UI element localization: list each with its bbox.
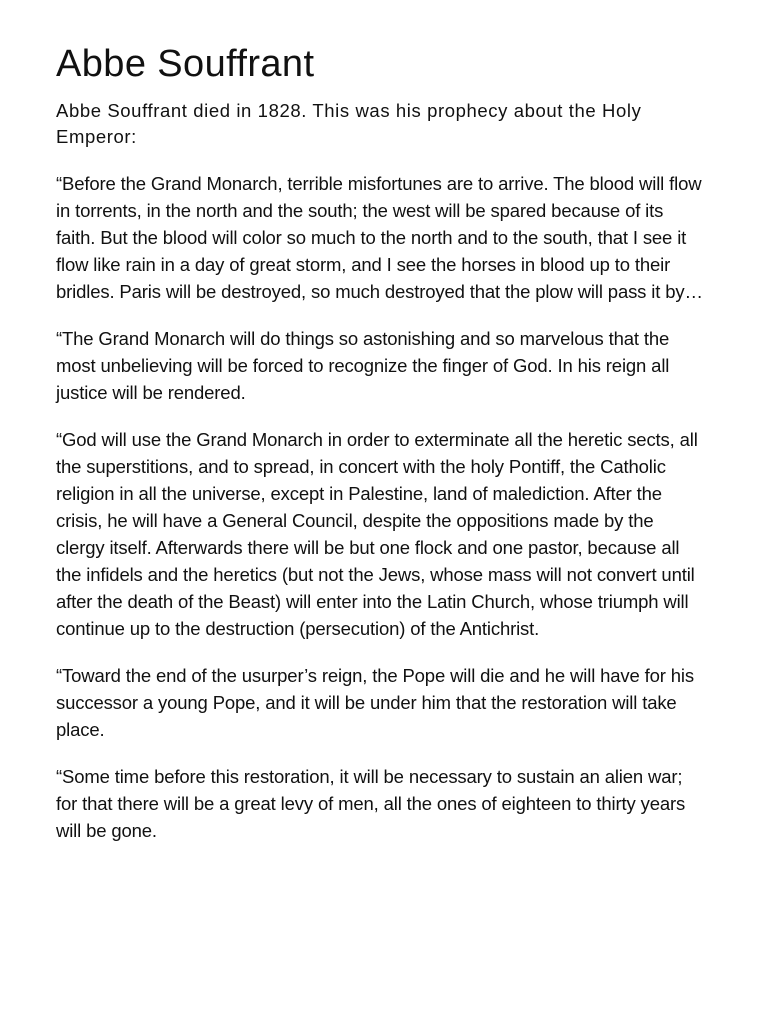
page-title: Abbe Souffrant bbox=[56, 43, 315, 85]
prophecy-paragraph-4: “Toward the end of the usurper’s reign, the Pope will die and he will have for his successor a young Pope, and it will be under him that the restoration will take place. bbox=[56, 665, 694, 740]
document-page bbox=[56, 40, 706, 844]
prophecy-paragraph-3: “God will use the Grand Monarch in order to exterminate all the heretic sects, all the superstitions, and to spread, in concert with the holy Pontiff, the Catholic religion in all the universe, except in Palestine, land of malediction. After the crisis, he will have a General Council, despite the oppositions made by the clergy itself. Afterwards there will be but one flock and one pastor, because all the infidels and the heretics (but not the Jews, whose mass will not convert until after the death of the Beast) will enter into the Latin Church, whose triumph will continue up to the destruction (persecution) of the Antichrist. bbox=[56, 429, 698, 639]
intro-paragraph: Abbe Souffrant died in 1828. This was his prophecy about the Holy Emperor: bbox=[56, 100, 642, 147]
prophecy-paragraph-1: “Before the Grand Monarch, terrible misfortunes are to arrive. The blood will flow in torrents, in the north and the south; the west will be spared because of its faith. But the blood will color so much to the north and to the south, that I see it flow like rain in a day of great storm, and I see the horses in blood up to their bridles. Paris will be destroyed, so much destroyed that the plow will pass it by… bbox=[56, 173, 703, 302]
prophecy-paragraph-5: “Some time before this restoration, it will be necessary to sustain an alien war; for that there will be a great levy of men, all the ones of eighteen to thirty years will be gone. bbox=[56, 766, 686, 841]
prophecy-paragraph-2: “The Grand Monarch will do things so astonishing and so marvelous that the most unbelieving will be forced to recognize the finger of God. In his reign all justice will be rendered. bbox=[56, 328, 670, 403]
